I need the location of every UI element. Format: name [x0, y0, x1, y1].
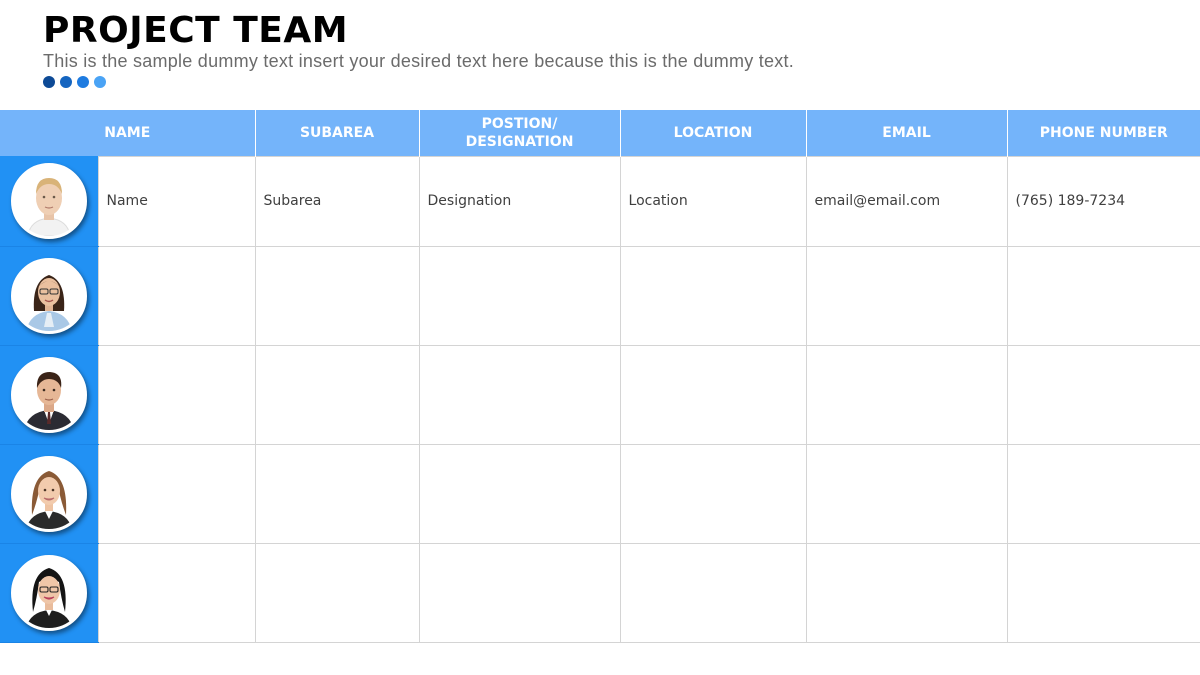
- cell-location: Location: [620, 156, 806, 246]
- cell-name: [98, 444, 255, 543]
- decorative-dots: [43, 76, 106, 88]
- cell-phone: [1007, 246, 1200, 345]
- avatar-woman-black-hair-icon: [14, 558, 84, 628]
- cell-phone: [1007, 444, 1200, 543]
- cell-email: [806, 246, 1007, 345]
- cell-designation: Designation: [419, 156, 620, 246]
- column-header-designation: POSTION/ DESIGNATION: [419, 110, 620, 156]
- photo-cell: [0, 444, 98, 543]
- page-subtitle: This is the sample dummy text insert your desired text here because this is the dummy text.: [43, 51, 795, 71]
- cell-email: email@email.com: [806, 156, 1007, 246]
- dot-1: [43, 76, 55, 88]
- cell-designation: [419, 543, 620, 642]
- team-table: [0, 110, 1200, 643]
- avatar: [11, 555, 87, 631]
- page-title: PROJECT TEAM: [43, 10, 349, 51]
- cell-location: [620, 543, 806, 642]
- photo-cell: [0, 246, 98, 345]
- photo-cell: [0, 543, 98, 642]
- dot-4: [94, 76, 106, 88]
- avatar-man-blond-icon: [14, 166, 84, 236]
- table-row: [0, 345, 1200, 444]
- cell-subarea: [255, 345, 419, 444]
- cell-email: [806, 543, 1007, 642]
- table-row: [0, 246, 1200, 345]
- cell-designation: [419, 444, 620, 543]
- cell-subarea: [255, 444, 419, 543]
- column-header-location: LOCATION: [620, 110, 806, 156]
- photo-cell: [0, 345, 98, 444]
- avatar-woman-brown-hair-icon: [14, 459, 84, 529]
- cell-subarea: [255, 246, 419, 345]
- dot-2: [60, 76, 72, 88]
- column-header-name: NAME: [0, 110, 255, 156]
- cell-location: [620, 246, 806, 345]
- cell-designation: [419, 246, 620, 345]
- cell-name: [98, 246, 255, 345]
- avatar: [11, 456, 87, 532]
- avatar-man-suit-icon: [14, 360, 84, 430]
- cell-designation: [419, 345, 620, 444]
- cell-phone: [1007, 543, 1200, 642]
- avatar: [11, 163, 87, 239]
- cell-phone: [1007, 345, 1200, 444]
- table-row: [0, 444, 1200, 543]
- column-header-phone: PHONE NUMBER: [1007, 110, 1200, 156]
- dot-3: [77, 76, 89, 88]
- table-header-row: [0, 110, 1200, 156]
- cell-name: [98, 543, 255, 642]
- table-row: [0, 156, 1200, 246]
- photo-cell: [0, 156, 98, 246]
- cell-name: [98, 345, 255, 444]
- cell-email: [806, 444, 1007, 543]
- cell-name: Name: [98, 156, 255, 246]
- avatar: [11, 357, 87, 433]
- cell-location: [620, 345, 806, 444]
- cell-subarea: Subarea: [255, 156, 419, 246]
- cell-subarea: [255, 543, 419, 642]
- cell-email: [806, 345, 1007, 444]
- column-header-subarea: SUBAREA: [255, 110, 419, 156]
- cell-phone: (765) 189-7234: [1007, 156, 1200, 246]
- cell-location: [620, 444, 806, 543]
- table-row: [0, 543, 1200, 642]
- column-header-email: EMAIL: [806, 110, 1007, 156]
- avatar: [11, 258, 87, 334]
- avatar-woman-glasses-icon: [14, 261, 84, 331]
